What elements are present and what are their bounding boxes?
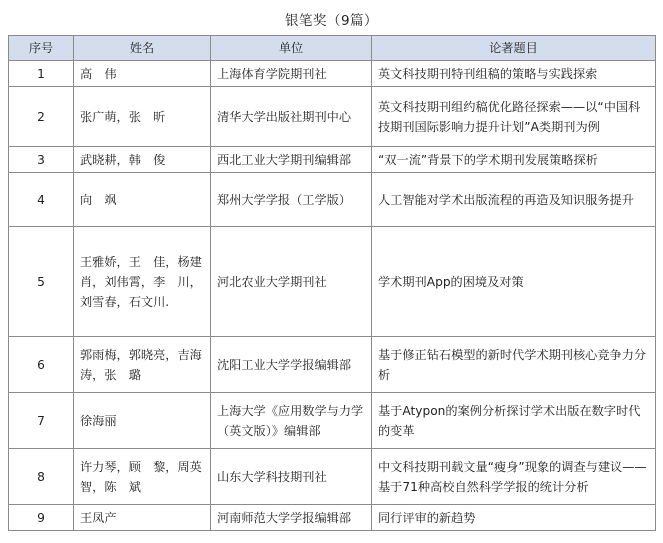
row-topic: “双一流”背景下的学术期刊发展策略探析 <box>372 147 656 173</box>
row-author: 高 伟 <box>74 61 211 87</box>
table-row <box>9 393 656 449</box>
row-unit: 山东大学科技期刊社 <box>211 449 372 505</box>
row-unit: 上海体育学院期刊社 <box>211 61 372 87</box>
row-author: 王雅娇，王 佳，杨建肖，刘伟霄，李 川，刘雪春，石文川. <box>74 227 211 337</box>
row-number: 5 <box>9 227 74 337</box>
table-row <box>9 61 656 87</box>
row-number: 6 <box>9 337 74 393</box>
table-row <box>9 173 656 227</box>
row-author: 郭雨梅，郭晓亮，吉海涛，张 璐 <box>74 337 211 393</box>
table-row <box>9 337 656 393</box>
row-unit: 郑州大学学报（工学版） <box>211 173 372 227</box>
row-author: 张广萌，张 昕 <box>74 87 211 147</box>
row-topic: 人工智能对学术出版流程的再造及知识服务提升 <box>372 173 656 227</box>
row-author: 许力琴，顾 黎，周英智，陈 斌 <box>74 449 211 505</box>
row-topic: 基于修正钻石模型的新时代学术期刊核心竞争力分析 <box>372 337 656 393</box>
row-author: 武晓耕，韩 俊 <box>74 147 211 173</box>
row-number: 2 <box>9 87 74 147</box>
row-topic: 英文科技期刊组约稿优化路径探索——以“中国科技期刊国际影响力提升计划”A类期刊为例 <box>372 87 656 147</box>
table-row <box>9 227 656 337</box>
row-topic: 中文科技期刊载文量“瘦身”现象的调查与建议——基于71种高校自然科学学报的统计分析 <box>372 449 656 505</box>
row-unit: 河南师范大学学报编辑部 <box>211 505 372 531</box>
table-row <box>9 505 656 531</box>
row-topic: 英文科技期刊特刊组稿的策略与实践探索 <box>372 61 656 87</box>
row-number: 7 <box>9 393 74 449</box>
row-unit: 河北农业大学期刊社 <box>211 227 372 337</box>
row-topic: 基于Atypon的案例分析探讨学术出版在数字时代的变革 <box>372 393 656 449</box>
row-author: 徐海丽 <box>74 393 211 449</box>
row-topic: 学术期刊App的困境及对策 <box>372 227 656 337</box>
row-number: 8 <box>9 449 74 505</box>
header-number: 序号 <box>9 36 74 61</box>
header-unit: 单位 <box>211 36 372 61</box>
table-row <box>9 449 656 505</box>
row-unit: 清华大学出版社期刊中心 <box>211 87 372 147</box>
row-number: 1 <box>9 61 74 87</box>
row-number: 4 <box>9 173 74 227</box>
page-title: 银笔奖（9篇） <box>284 13 379 29</box>
row-topic: 同行评审的新趋势 <box>372 505 656 531</box>
header-name: 姓名 <box>74 36 211 61</box>
row-author: 王凤产 <box>74 505 211 531</box>
row-author: 向 飒 <box>74 173 211 227</box>
award-table <box>8 35 656 531</box>
row-unit: 上海大学《应用数学与力学（英文版）》编辑部 <box>211 393 372 449</box>
table-header-row <box>9 36 656 61</box>
row-number: 3 <box>9 147 74 173</box>
header-topic: 论著题目 <box>372 36 656 61</box>
row-unit: 沈阳工业大学学报编辑部 <box>211 337 372 393</box>
table-row <box>9 147 656 173</box>
table-row <box>9 87 656 147</box>
row-number: 9 <box>9 505 74 531</box>
row-unit: 西北工业大学期刊编辑部 <box>211 147 372 173</box>
